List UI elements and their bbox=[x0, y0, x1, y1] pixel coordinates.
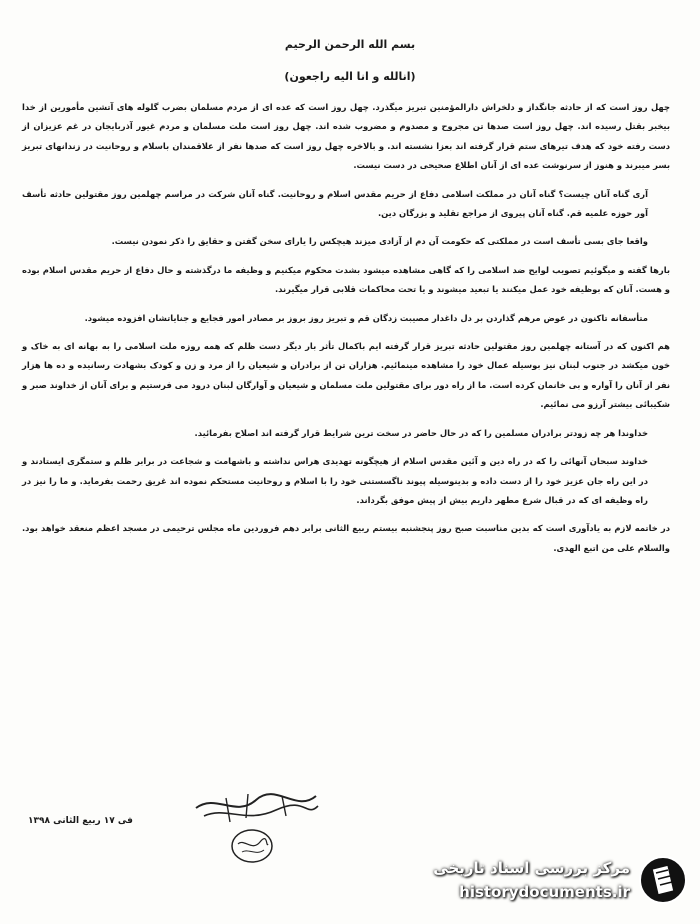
archive-url[interactable]: historydocuments.ir bbox=[459, 883, 630, 901]
paragraph: هم اکنون که در آستانه چهلمین روز مقتولین حادثه تبریز قرار گرفته ایم باکمال تأثر بار دیگر دست ظلم که همه روزه ملت اسلامی را به بهانه ای به خاک و خون میکشد در جنوب لبنان نیز بوسیله عمال خود را مشاهده مینمائیم. هزاران تن از برادران و شیعیان را از مرد و زن و کودک بشهادت رسانیده و ده ها هزار نفر از آنان را آواره و بی خانمان کرده است. ما از راه دور برای مقتولین ملت مسلمان و شیعیان و آوارگان لبنان درود می فرستیم و برای آنان از خداوند صبر و شکیبائی بیشتر آرزو می نمائیم. bbox=[22, 341, 670, 410]
paragraph: در خاتمه لازم به یادآوری است که بدین مناسبت صبح روز پنجشنبه بیستم ربیع الثانی برابر دهم فروردین ماه مجلس ترحیمی در مسجد اعظم منعقد خواهد بود. والسلام علی من اتبع الهدی. bbox=[22, 523, 670, 553]
quran-verse: (انالله و انا الیه راجعون) bbox=[284, 70, 416, 83]
archive-name: مرکز بررسی اسناد تاریخی bbox=[433, 859, 630, 877]
paragraph: بارها گفته و میگوئیم تصویب لوایح ضد اسلامی را که گاهی مشاهده میشود بشدت محکوم میکنیم و وظیفه ما درگذشته و حال دفاع از حریم مقدس اسلام بوده و هست. آنان که بوظیفه خود عمل میکنند یا تبعید میشوند و یا تحت محاکمات قلابی قرار میگیرند. bbox=[22, 264, 670, 295]
closing-block bbox=[0, 806, 700, 836]
archive-logo-icon bbox=[638, 855, 688, 905]
signature-stamp-icon bbox=[186, 788, 326, 868]
paragraph: چهل روز است که از حادثه جانگداز و دلخراش دارالمؤمنین تبریز میگذرد. چهل روز است که عده ای از مردم مسلمان بضرب گلوله های آتشین مأمورین از خدا بیخبر بقتل رسیده اند. چهل روز است صدها تن مجروح و مصدوم و مضروب شده اند. چهل روز است ملت مسلمان و مردم غیور آذربایجان در غم عزیزان از دست رفته خود که هدف تیرهای ستم قرار گرفته اند بعزا نشسته اند. و بالاخره چهل روز است که صدها نفر از علاقمندان باسلام و روحانیت در زندانهای تبریز بسر میبرند و هنوز از سرنوشت عده ای از آنان اطلاع صحیحی در دست نیست. bbox=[22, 102, 670, 171]
document-date: فی ۱۷ ربیع الثانی ۱۳۹۸ bbox=[28, 816, 133, 826]
watermark-footer bbox=[398, 855, 688, 905]
document-body bbox=[22, 98, 670, 567]
bismillah-heading: بسم الله الرحمن الرحیم bbox=[284, 38, 416, 51]
paragraph: خداوندا هر چه زودتر برادران مسلمین را که در حال حاضر در سخت ترین شرایط قرار گرفته اند اصلاح بفرمائید. bbox=[194, 427, 648, 438]
paragraph: متأسفانه تاکنون در عوض مرهم گذاردن بر دل داغدار مصیبت زدگان قم و تبریز روز بروز بر مصادر امور فجایع و جنایاتشان افزوده میشود. bbox=[84, 312, 648, 323]
paragraph: خداوند سبحان آنهائی را که در راه دین و آئین مقدس اسلام از هیچگونه تهدیدی هراس نداشته و باشهامت و شجاعت در برابر ظلم و ستمگری ایستادند و در این راه جان عزیز خود را از دست داده و بدینوسیله پیوند ناگسستنی خود را با اسلام و روحانیت مستحکم نموده اند غریق رحمت بفرماید. و ما را نیز در راه وظیفه ای که در قبال شرع مطهر داریم بیش از پیش موفق بگرداند. bbox=[22, 456, 648, 505]
paragraph: واقعا جای بسی تأسف است در مملکتی که حکومت آن دم از آزادی میزند هیچکس را یارای سخن گفتن و حقایق را ذکر نمودن نیست. bbox=[111, 236, 648, 247]
paragraph: آری گناه آنان چیست؟ گناه آنان در مملکت اسلامی دفاع از حریم مقدس اسلام و روحانیت. گناه آنان شرکت در مراسم چهلمین روز مقتولین حادثه تأسف آور حوزه علمیه قم. گناه آنان پیروی از مراجع تقلید و بزرگان دین. bbox=[22, 188, 648, 219]
